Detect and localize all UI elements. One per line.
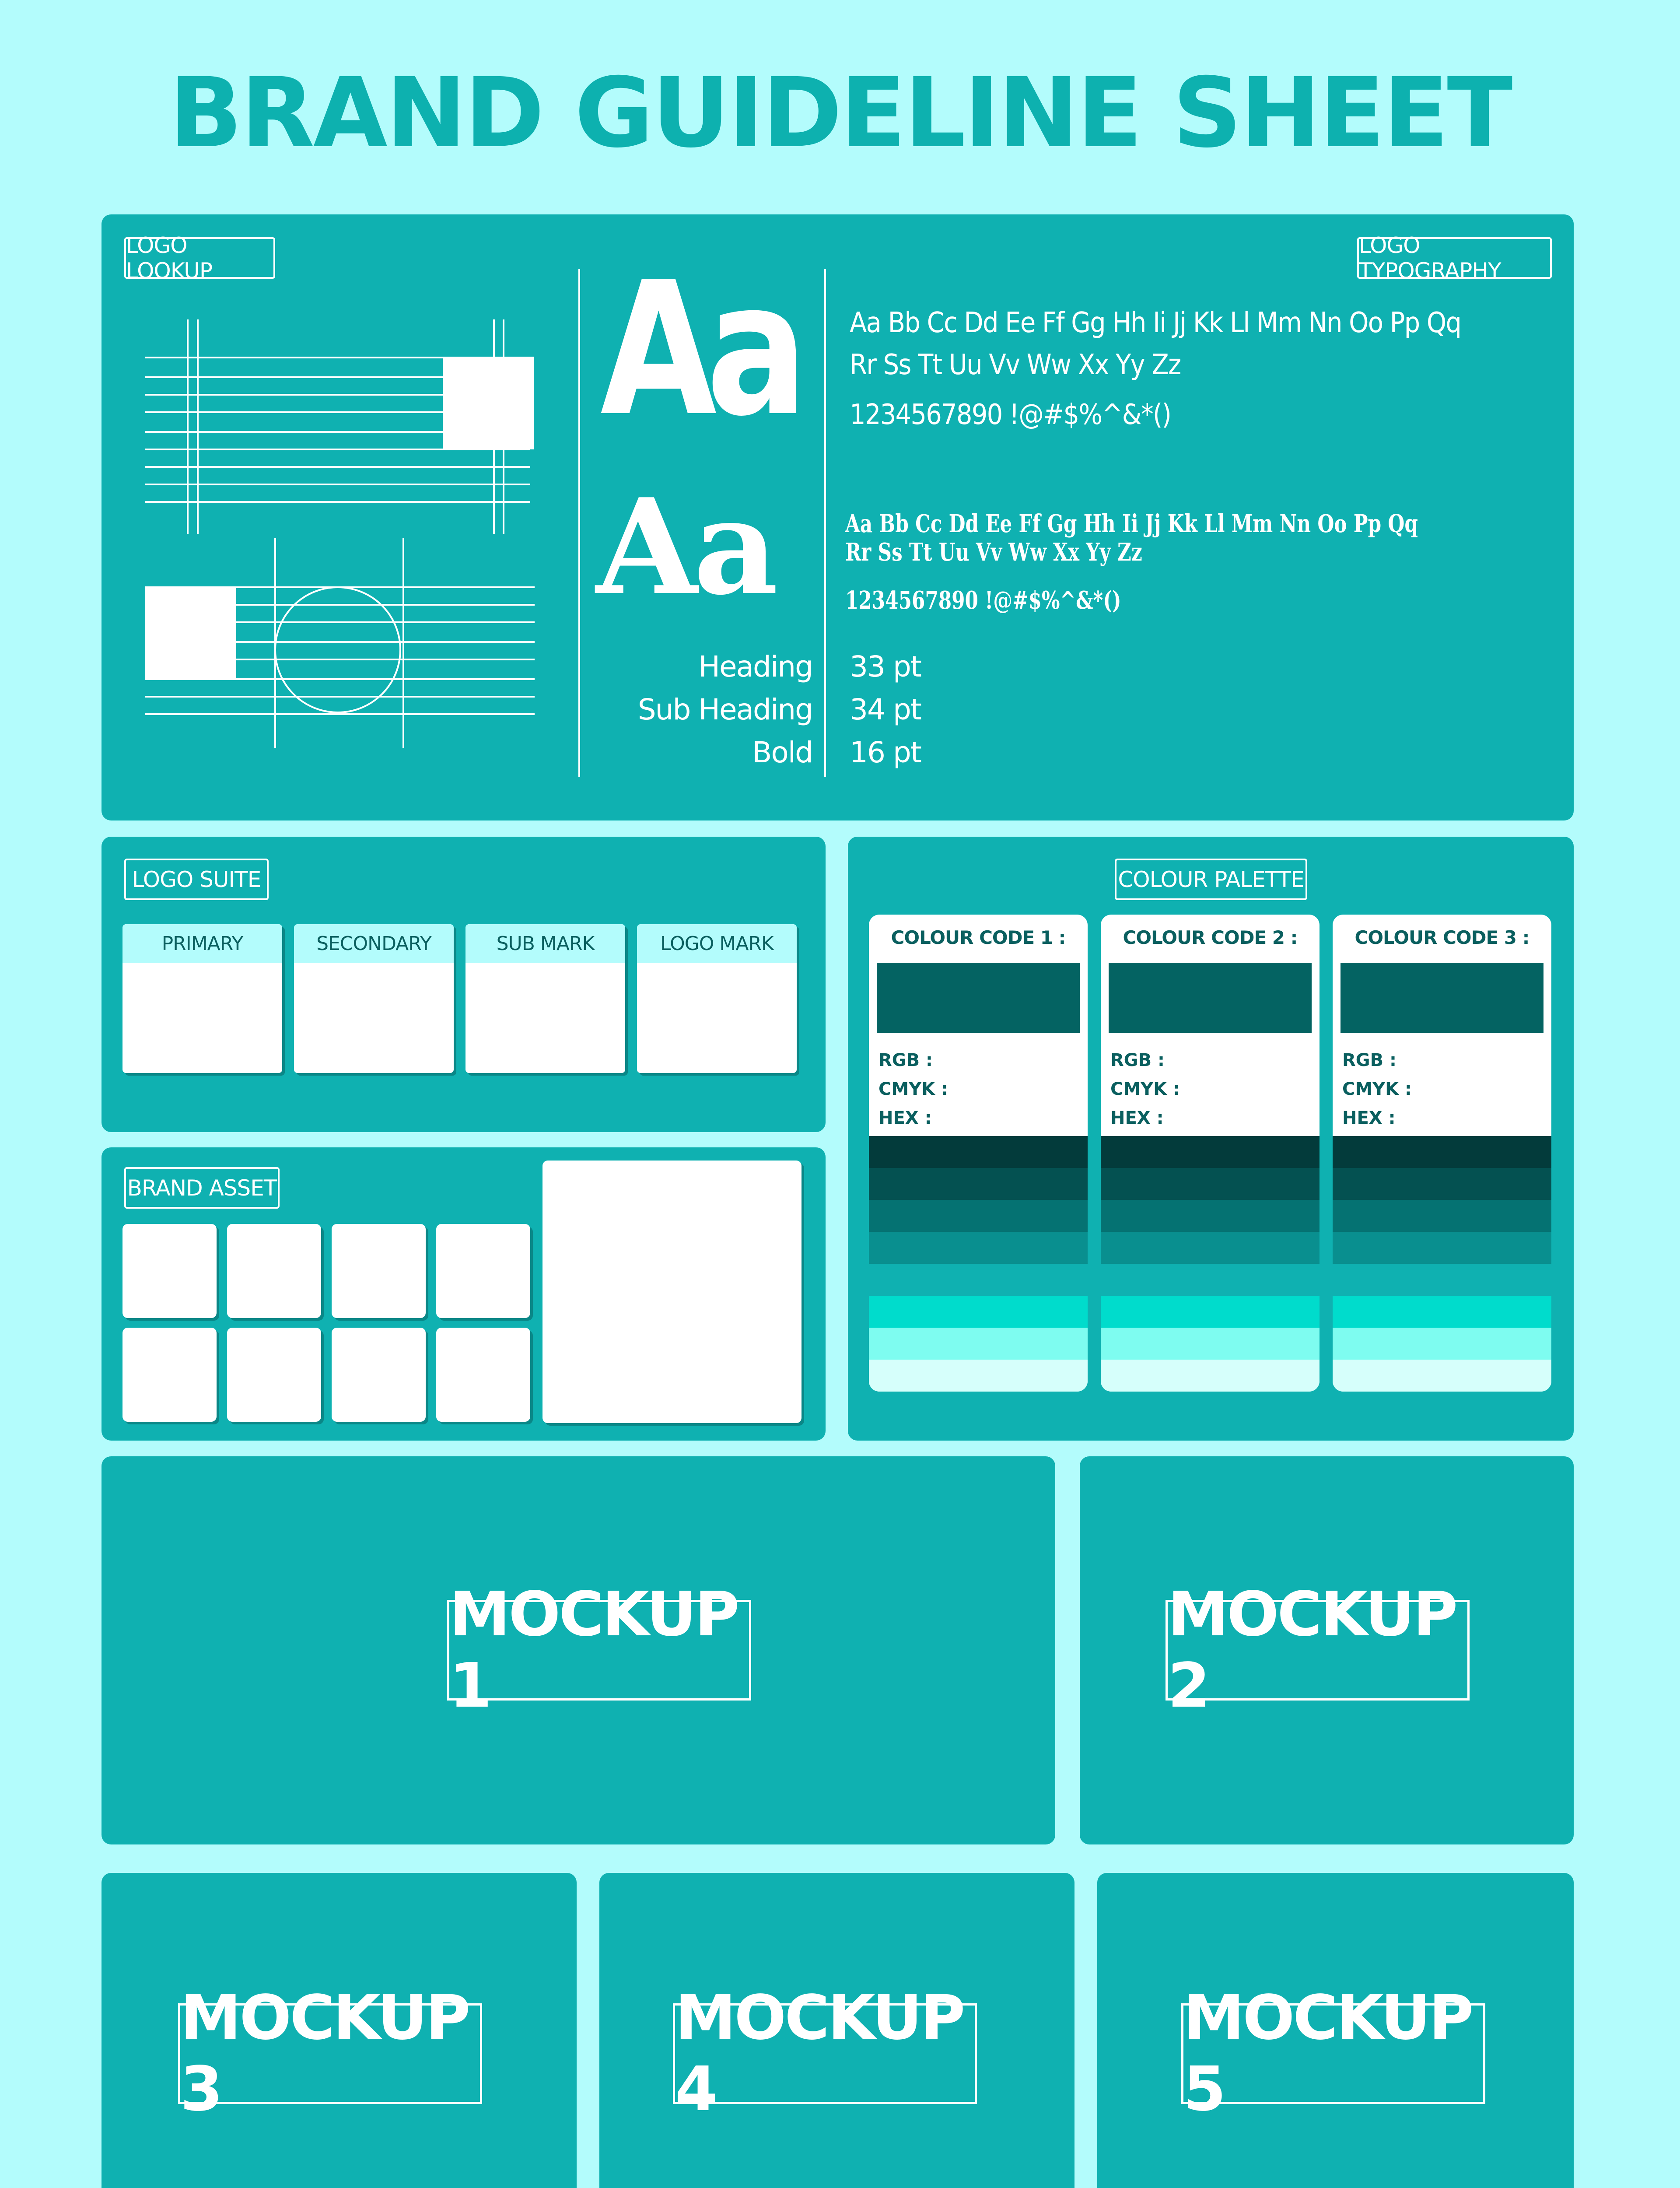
mockup-4-label: MOCKUP 4 xyxy=(673,2003,977,2104)
logo-suite-card-secondary xyxy=(294,924,454,1073)
brand-asset-tile xyxy=(332,1224,426,1318)
brand-asset-label: BRAND ASSET xyxy=(124,1167,280,1209)
shade-swatch xyxy=(869,1264,1088,1296)
typeface-sample-sans: Aa xyxy=(600,243,797,457)
shade-swatch xyxy=(1333,1328,1551,1360)
mockup-2-panel xyxy=(1080,1456,1574,1844)
logo-lookup-label: LOGO LOOKUP xyxy=(124,237,275,279)
shade-swatch xyxy=(869,1328,1088,1360)
logo-block-2 xyxy=(145,586,236,679)
brand-asset-panel xyxy=(102,1147,826,1441)
logo-construction-grid-2 xyxy=(145,538,548,748)
shade-swatch xyxy=(1101,1328,1320,1360)
shade-swatch xyxy=(869,1232,1088,1264)
serif-alphabet-line-2: Rr Ss Tt Uu Vv Ww Xx Yy Zz xyxy=(845,538,1142,567)
colour-palette-panel xyxy=(848,837,1574,1441)
shade-swatch xyxy=(1333,1168,1551,1200)
shade-swatch xyxy=(1101,1264,1320,1296)
colour-palette-label: COLOUR PALETTE xyxy=(1115,859,1307,900)
cmyk-label: CMYK : xyxy=(1342,1079,1412,1099)
cmyk-label: CMYK : xyxy=(1110,1079,1180,1099)
mockup-5-panel xyxy=(1097,1873,1574,2188)
spec-value-bold: 16 pt xyxy=(850,736,921,769)
logo-suite-card-title: SUB MARK xyxy=(466,924,625,963)
cmyk-label: CMYK : xyxy=(878,1079,948,1099)
shade-swatch xyxy=(1333,1296,1551,1328)
colour-card-title: COLOUR CODE 2 : xyxy=(1123,927,1298,948)
shade-swatch xyxy=(1101,1136,1320,1168)
logo-circle xyxy=(274,586,401,713)
divider-left xyxy=(578,269,580,777)
hex-label: HEX : xyxy=(1110,1108,1164,1128)
brand-asset-tile xyxy=(122,1224,217,1318)
shade-swatch xyxy=(869,1168,1088,1200)
brand-asset-tile xyxy=(122,1328,217,1422)
divider-right xyxy=(824,269,826,777)
page-title: BRAND GUIDELINE SHEET xyxy=(169,57,1511,169)
shade-swatch xyxy=(1101,1200,1320,1232)
rgb-label: RGB : xyxy=(1110,1050,1165,1070)
hex-label: HEX : xyxy=(1342,1108,1396,1128)
logo-block-1 xyxy=(443,357,534,449)
shade-swatch xyxy=(1333,1136,1551,1168)
sans-alphabet-line-2: Rr Ss Tt Uu Vv Ww Xx Yy Zz xyxy=(850,349,1181,381)
sans-alphabet-line-1: Aa Bb Cc Dd Ee Ff Gg Hh Ii Jj Kk Ll Mm Nn Oo Pp Qq xyxy=(850,307,1461,339)
hex-label: HEX : xyxy=(878,1108,932,1128)
colour-swatch xyxy=(1340,963,1544,1033)
shade-swatch xyxy=(1333,1264,1551,1296)
mockup-1-label: MOCKUP 1 xyxy=(447,1600,751,1701)
colour-card-title: COLOUR CODE 3 : xyxy=(1354,927,1530,948)
rgb-label: RGB : xyxy=(1342,1050,1397,1070)
shade-swatch xyxy=(1333,1200,1551,1232)
mockup-1-panel xyxy=(102,1456,1055,1844)
colour-card-title: COLOUR CODE 1 : xyxy=(891,927,1066,948)
shade-swatch xyxy=(1101,1168,1320,1200)
typeface-sample-serif: Aa xyxy=(596,470,774,624)
mockup-2-label: MOCKUP 2 xyxy=(1166,1600,1470,1701)
logo-suite-panel xyxy=(102,837,826,1132)
mockup-3-panel xyxy=(102,1873,577,2188)
brand-asset-tile xyxy=(436,1224,530,1318)
shade-swatch xyxy=(1101,1232,1320,1264)
logo-construction-grid-1 xyxy=(145,319,565,534)
brand-asset-tile xyxy=(227,1328,321,1422)
serif-alphabet-line-1: Aa Bb Cc Dd Ee Ff Gg Hh Ii Jj Kk Ll Mm Nn Oo Pp Qq xyxy=(845,509,1418,538)
logo-suite-card-title: SECONDARY xyxy=(294,924,454,963)
mockup-5-label: MOCKUP 5 xyxy=(1181,2003,1485,2104)
colour-card-2 xyxy=(1101,915,1320,1392)
brand-asset-large-tile xyxy=(542,1161,802,1423)
rgb-label: RGB : xyxy=(878,1050,933,1070)
logo-panel xyxy=(102,214,1574,820)
mockup-3-label: MOCKUP 3 xyxy=(178,2003,482,2104)
mockup-4-panel xyxy=(599,1873,1074,2188)
spec-label-bold: Bold xyxy=(752,736,812,769)
logo-suite-card-title: LOGO MARK xyxy=(637,924,797,963)
brand-asset-tile xyxy=(227,1224,321,1318)
logo-suite-card-primary xyxy=(122,924,282,1073)
spec-label-heading: Heading xyxy=(698,650,812,684)
shade-swatch xyxy=(869,1200,1088,1232)
spec-label-subheading: Sub Heading xyxy=(637,693,812,726)
spec-value-subheading: 34 pt xyxy=(850,693,921,726)
shade-swatch xyxy=(869,1360,1088,1392)
shade-swatch xyxy=(1333,1360,1551,1392)
brand-asset-tile xyxy=(332,1328,426,1422)
logo-typography-label: LOGO TYPOGRAPHY xyxy=(1357,237,1552,279)
colour-swatch xyxy=(1109,963,1312,1033)
colour-card-1 xyxy=(869,915,1088,1392)
shade-swatch xyxy=(1101,1360,1320,1392)
colour-card-3 xyxy=(1333,915,1551,1392)
logo-suite-card-sub-mark xyxy=(466,924,625,1073)
shade-swatch xyxy=(869,1136,1088,1168)
logo-suite-card-logo-mark xyxy=(637,924,797,1073)
colour-swatch xyxy=(877,963,1080,1033)
shade-swatch xyxy=(869,1296,1088,1328)
shade-swatch xyxy=(1333,1232,1551,1264)
logo-suite-label: LOGO SUITE xyxy=(124,859,269,900)
spec-value-heading: 33 pt xyxy=(850,650,921,684)
sans-numbers: 1234567890 !@#$%^&*() xyxy=(850,399,1171,431)
brand-asset-tile xyxy=(436,1328,530,1422)
shade-swatch xyxy=(1101,1296,1320,1328)
logo-suite-card-title: PRIMARY xyxy=(122,924,282,963)
serif-numbers: 1234567890 !@#$%^&*() xyxy=(845,586,1121,615)
